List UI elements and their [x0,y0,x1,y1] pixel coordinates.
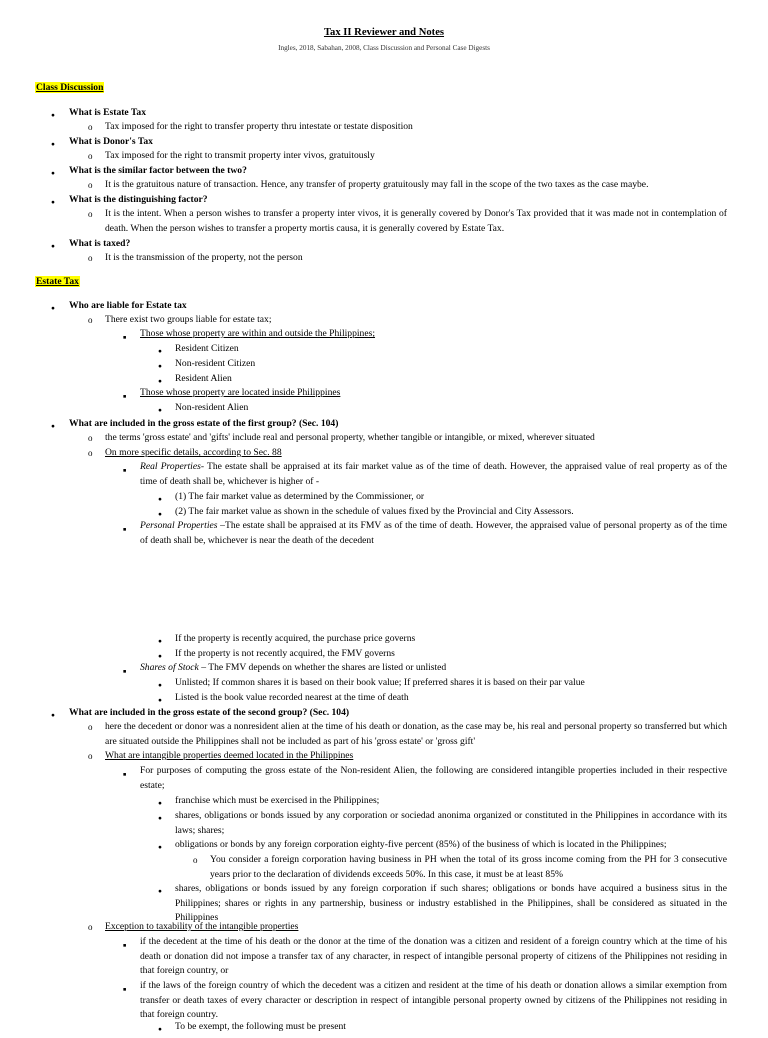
answer-donors-tax: Tax imposed for the right to transmit property inter vivos, gratuitously [105,150,375,161]
bullet-square-icon [123,521,126,538]
bullet-circle-icon [88,207,93,222]
document-subtitle: Ingles, 2018, Sabahan, 2008, Class Discussion and Personal Case Digests [278,44,490,52]
document-title: Tax II Reviewer and Notes [323,27,445,38]
nonresident-alien: Non-resident Alien [175,402,249,413]
nonresident-citizen: Non-resident Citizen [175,358,256,369]
question-donors-tax: What is Donor's Tax [69,136,153,147]
bullet-disc-icon [51,136,55,153]
personal-properties-text: Personal Properties –The estate shall be appraised at its FMV as of the time of death. However, the appraised value of personal property as of the time of death shall be, whichever is near the death of the decedent [140,520,727,546]
bullet-square-icon [123,388,126,405]
not-recently-acquired: If the property is not recently acquired, the FMV governs [175,648,395,659]
estate-tax-heading: Estate Tax [36,276,79,287]
bullet-square-icon [123,937,126,954]
bullet-circle-icon [88,178,93,193]
nonresident-gross-estate-text: here the decedent or donor was a nonresident alien at the time of his death or donation, as the case may be, his real and personal property so transferred but which are situated outside the Philippines shall not be included as part of his 'gross estate' or 'gross gift' [105,721,727,747]
exception-2-text: if the laws of the foreign country of which the decedent was a citizen and resident at the time of his death or donation allows a similar exemption from transfer or death taxes of every character or description in respect of intangible personal property owned by citizens of the Philippines not residing in that foreign country. [140,980,727,1021]
bullet-disc-icon [51,300,55,317]
bullet-circle-icon [88,120,93,135]
fmv-commissioner: (1) The fair market value as determined by the Commissioner, or [175,491,425,502]
foreign-85-text: obligations or bonds by any foreign corporation eighty-five percent (85%) of the business of which is located in the Philippines; [175,839,667,850]
bullet-square-icon [123,329,126,346]
bullet-circle-icon [88,251,93,266]
foreign-corporation-note: You consider a foreign corporation having business in PH when the total of its gross income coming from the PH for 3 consecutive years prior to the declaration of dividends exceeds 50%. In this case, it must be at least 85% [210,854,727,880]
bullet-disc-icon [158,1021,162,1038]
answer-similar-factor: It is the gratuitous nature of transaction. Hence, any transfer of property gratuitously may fall in the scope of the two taxes as the case maybe. [105,179,649,190]
bullet-disc-icon [51,238,55,255]
bullet-circle-icon [88,749,93,764]
group2-text: Those whose property are located inside Philippines [140,387,341,398]
bullet-square-icon [123,462,126,479]
exception-1-text: if the decedent at the time of his death or the donor at the time of the donation was a citizen and resident of a foreign country which at the time of his death or donation did not impose a transfer tax of any character, in respect of intangible personal property of citizens of the Philippines not residing in that foreign country, or [140,936,727,977]
bullet-square-icon [123,663,126,680]
real-properties-text: Real Properties- The estate shall be appraised at its fair market value as of the time of death. However, the appraised value of real property as of the time of death shall be, whichever is higher of - [140,461,727,487]
bullet-disc-icon [51,418,55,435]
listed-shares: Listed is the book value recorded nearest at the time of death [175,692,409,703]
bullet-circle-icon [88,431,93,446]
question-similar-factor: What is the similar factor between the two? [69,165,247,176]
bullet-circle-icon [88,720,93,735]
bullet-circle-icon [88,920,93,935]
question-distinguishing-factor: What is the distinguishing factor? [69,194,208,205]
question-what-taxed: What is taxed? [69,238,131,249]
intangible-question: What are intangible properties deemed located in the Philippines [105,750,354,761]
question-estate-tax: What is Estate Tax [69,107,147,118]
answer-what-taxed: It is the transmission of the property, not the person [105,252,303,263]
exception-heading: Exception to taxability of the intangible properties [105,921,299,932]
franchise-text: franchise which must be exercised in the Philippines; [175,795,380,806]
bullet-disc-icon [51,165,55,182]
bullet-disc-icon [158,839,162,856]
question-who-liable: Who are liable for Estate tax [69,300,187,311]
bullet-disc-icon [51,707,55,724]
class-discussion-heading: Class Discussion [36,82,104,93]
bullet-disc-icon [51,107,55,124]
answer-distinguishing-factor: It is the intent. When a person wishes to transfer a property inter vivos, it is generally covered by Donor's Tax provided that it was made not in contemplation of death. When the person wishes to transfer a property mortis causa, it is generally covered by Estate Tax. [105,208,727,234]
purposes-text: For purposes of computing the gross estate of the Non-resident Alien, the following are considered intangible properties included in their respective estate; [140,765,727,791]
answer-estate-tax: Tax imposed for the right to transfer property thru intestate or testate disposition [105,121,413,132]
to-be-exempt-text: To be exempt, the following must be present [175,1021,346,1032]
bullet-circle-icon [88,313,93,328]
question-second-group: What are included in the gross estate of the second group? (Sec. 104) [69,707,350,718]
bullet-disc-icon [51,194,55,211]
bullet-disc-icon [158,810,162,827]
group1-text: Those whose property are within and outside the Philippines; [140,328,376,339]
bullet-circle-icon [88,149,93,164]
recently-acquired: If the property is recently acquired, the purchase price governs [175,633,416,644]
resident-citizen: Resident Citizen [175,343,239,354]
specific-details: On more specific details, according to Sec. 88 [105,447,282,458]
shares-bonds-text: shares, obligations or bonds issued by any corporation or sociedad anonima organized or constituted in the Philippines in accordance with its laws; shares; [175,810,727,836]
shares-of-stock-text: Shares of Stock – The FMV depends on whether the shares are listed or unlisted [140,662,447,673]
unlisted-shares: Unlisted; If common shares it is based on their book value; If preferred shares it is based on their par value [175,677,585,688]
question-first-group: What are included in the gross estate of the first group? (Sec. 104) [69,418,339,429]
bullet-circle-icon [88,446,93,461]
bullet-disc-icon [158,883,162,900]
business-situs-text: shares, obligations or bonds issued by any foreign corporation if such shares; obligations or bonds have acquired a business situs in the Philippines; shares or rights in any partnership, business or industry established in the Philippines, shall be considered as situated in the Philippines [175,883,727,924]
two-groups-text: There exist two groups liable for estate tax; [105,314,272,325]
bullet-square-icon [123,981,126,998]
bullet-square-icon [123,766,126,783]
fmv-schedule: (2) The fair market value as shown in the schedule of values fixed by the Provincial and City Assessors. [175,506,574,517]
resident-alien: Resident Alien [175,373,232,384]
terms-text: the terms 'gross estate' and 'gifts' include real and personal property, whether tangible or intangible, or mixed, wherever situated [105,432,595,443]
bullet-circle-icon [193,853,198,868]
